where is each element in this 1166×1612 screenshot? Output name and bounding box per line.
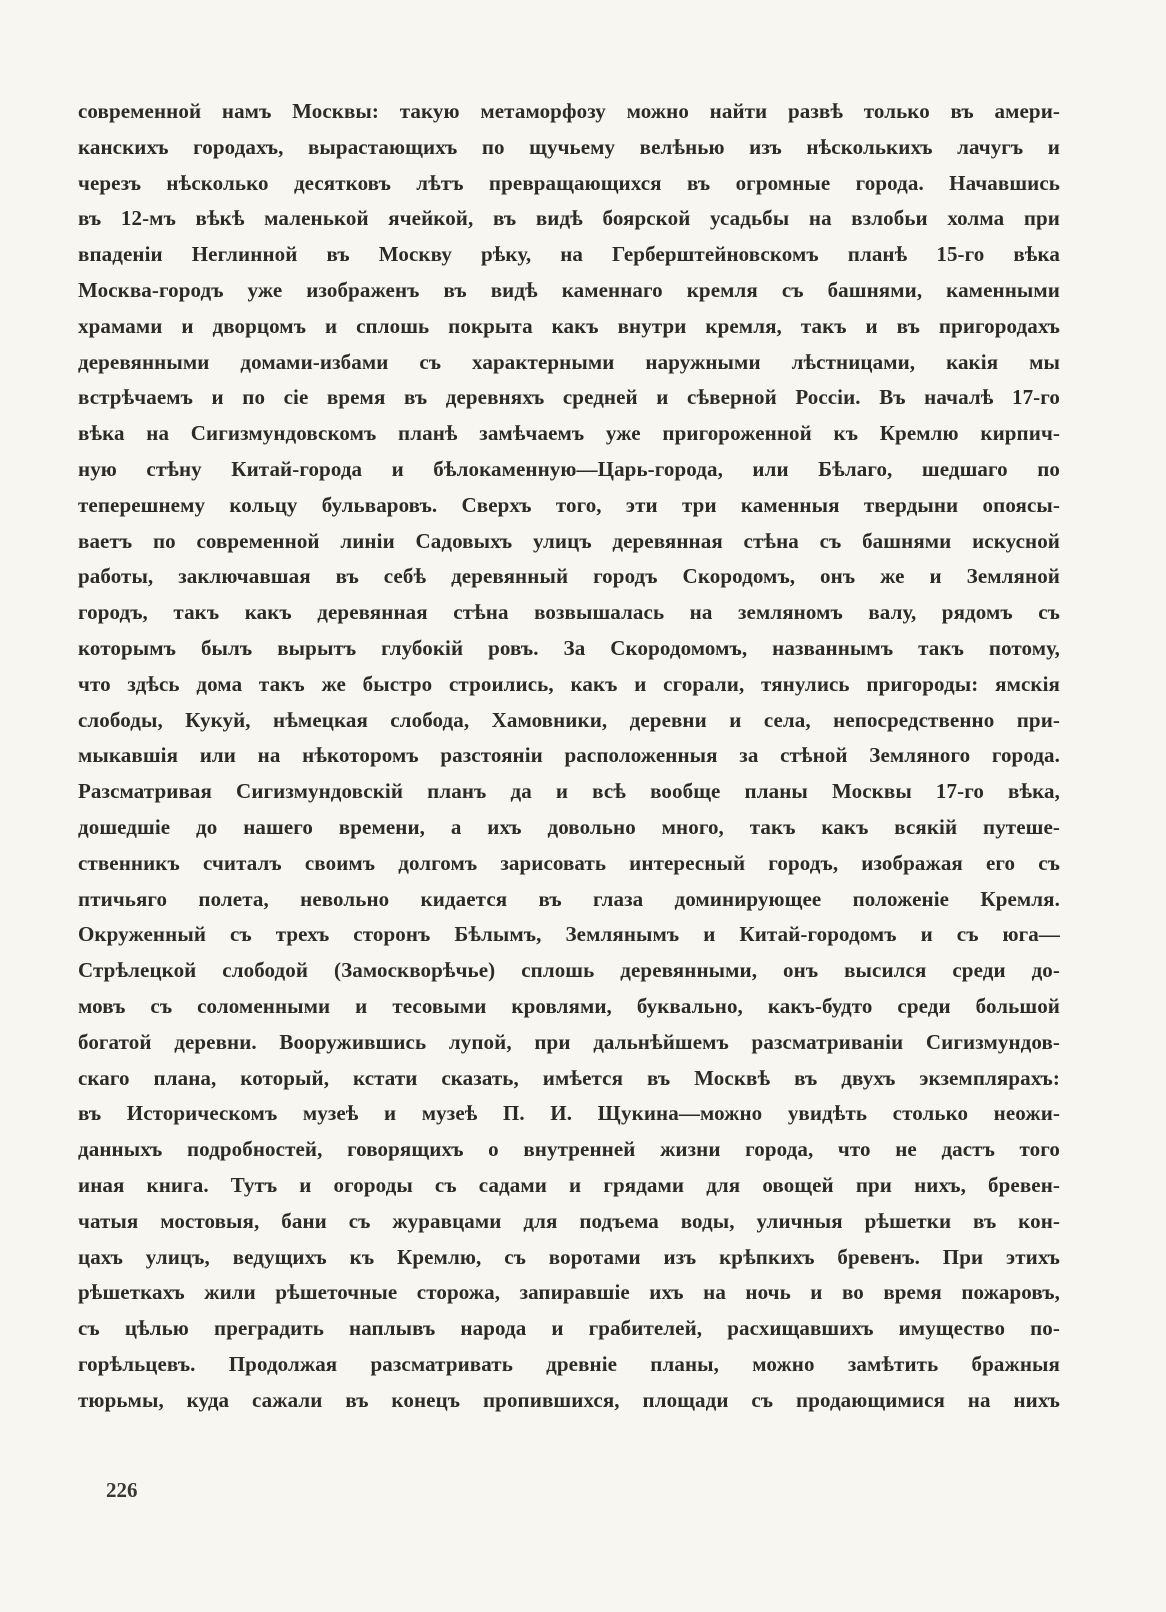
text-line-29: въ Историческомъ музеѣ и музеѣ П. И. Щукина—можно увидѣть столько неожи- xyxy=(78,1101,1060,1126)
text-line-23: птичьяго полета, невольно кидается въ глаза доминирующее положеніе Кремля. xyxy=(78,886,1060,911)
text-line-7: храмами и дворцомъ и сплошь покрыта какъ внутри кремля, такъ и въ пригородахъ xyxy=(78,313,1060,338)
text-line-35: съ цѣлью преградить наплывъ народа и грабителей, расхищавшихъ имущество по- xyxy=(78,1316,1060,1341)
text-line-5: впаденіи Неглинной въ Москву рѣку, на Герберштейновскомъ планѣ 15-го вѣка xyxy=(78,242,1060,267)
text-line-27: богатой деревни. Вооружившись лупой, при дальнѣйшемъ разсматриваніи Сигизмундов- xyxy=(78,1029,1060,1054)
text-line-3: черезъ нѣсколько десятковъ лѣтъ превращающихся въ огромные города. Начавшись xyxy=(78,170,1060,195)
text-line-32: чатыя мостовыя, бани съ журавцами для подъема воды, уличныя рѣшетки въ кон- xyxy=(78,1208,1060,1233)
text-line-14: работы, заключавшая въ себѣ деревянный городъ Скородомъ, онъ же и Земляной xyxy=(78,564,1060,589)
text-line-37: тюрьмы, куда сажали въ конецъ пропившихся, площади съ продающимися на нихъ xyxy=(78,1387,1060,1412)
text-line-22: ственникъ считалъ своимъ долгомъ зарисовать интересный городъ, изображая его съ xyxy=(78,850,1060,875)
text-line-1: современной намъ Москвы: такую метаморфозу можно найти развѣ только въ амери- xyxy=(78,99,1060,123)
text-line-24: Окруженный съ трехъ сторонъ Бѣлымъ, Землянымъ и Китай-городомъ и съ юга— xyxy=(78,922,1060,947)
text-line-11: ную стѣну Китай-города и бѣлокаменную—Царь-города, или Бѣлаго, шедшаго по xyxy=(78,456,1060,481)
text-line-19: мыкавшія или на нѣкоторомъ разстояніи расположенныя за стѣной Земляного города. xyxy=(78,743,1060,768)
text-line-26: мовъ съ соломенными и тесовыми кровлями, буквально, какъ-будто среди большой xyxy=(78,993,1060,1018)
text-line-13: ваетъ по современной линіи Садовыхъ улицъ деревянная стѣна съ башнями искусной xyxy=(78,528,1060,553)
text-line-10: вѣка на Сигизмундовскомъ планѣ замѣчаемъ уже пригороженной къ Кремлю кирпич- xyxy=(78,421,1060,446)
text-line-30: данныхъ подробностей, говорящихъ о внутренней жизни города, что не дастъ того xyxy=(78,1137,1060,1162)
text-line-33: цахъ улицъ, ведущихъ къ Кремлю, съ воротами изъ крѣпкихъ бревенъ. При этихъ xyxy=(78,1244,1060,1269)
page-number: 226 xyxy=(106,1478,138,1502)
text-line-15: городъ, такъ какъ деревянная стѣна возвышалась на земляномъ валу, рядомъ съ xyxy=(78,600,1060,625)
text-line-8: деревянными домами-избами съ характерными наружными лѣстницами, какія мы xyxy=(78,349,1060,374)
text-line-12: теперешнему кольцу бульваровъ. Сверхъ того, эти три каменныя твердыни опоясы- xyxy=(78,492,1060,517)
text-line-6: Москва-городъ уже изображенъ въ видѣ каменнаго кремля съ башнями, каменными xyxy=(78,277,1060,302)
text-line-34: рѣшеткахъ жили рѣшеточные сторожа, запиравшіе ихъ на ночь и во время пожаровъ, xyxy=(78,1280,1060,1305)
text-line-2: канскихъ городахъ, вырастающихъ по щучьему велѣнью изъ нѣсколькихъ лачугъ и xyxy=(78,134,1060,159)
text-line-4: въ 12-мъ вѣкѣ маленькой ячейкой, въ видѣ боярской усадьбы на взлобьи холма при xyxy=(78,206,1060,231)
text-line-36: горѣльцевъ. Продолжая разсматривать древніе планы, можно замѣтить бражныя xyxy=(78,1351,1060,1376)
text-line-9: встрѣчаемъ и по сіе время въ деревняхъ средней и сѣверной Россіи. Въ началѣ 17-го xyxy=(78,385,1060,410)
text-line-18: слободы, Кукуй, нѣмецкая слобода, Хамовники, деревни и села, непосредственно при- xyxy=(78,707,1060,732)
text-line-28: скаго плана, который, кстати сказать, имѣется въ Москвѣ въ двухъ экземплярахъ: xyxy=(78,1065,1060,1090)
body-text xyxy=(78,94,1060,1418)
text-line-17: что здѣсь дома такъ же быстро строились, какъ и сгорали, тянулись пригороды: ямскія xyxy=(78,671,1060,696)
text-line-21: дошедшіе до нашего времени, а ихъ довольно много, такъ какъ всякій путеше- xyxy=(78,814,1060,839)
text-line-20: Разсматривая Сигизмундовскій планъ да и всѣ вообще планы Москвы 17-го вѣка, xyxy=(78,779,1060,804)
text-line-16: которымъ былъ вырытъ глубокій ровъ. За Скородомомъ, названнымъ такъ потому, xyxy=(78,635,1060,660)
text-line-25: Стрѣлецкой слободой (Замоскворѣчье) сплошь деревянными, онъ высился среди до- xyxy=(78,958,1060,983)
text-line-31: иная книга. Тутъ и огороды съ садами и грядами для овощей при нихъ, бревен- xyxy=(78,1172,1060,1197)
